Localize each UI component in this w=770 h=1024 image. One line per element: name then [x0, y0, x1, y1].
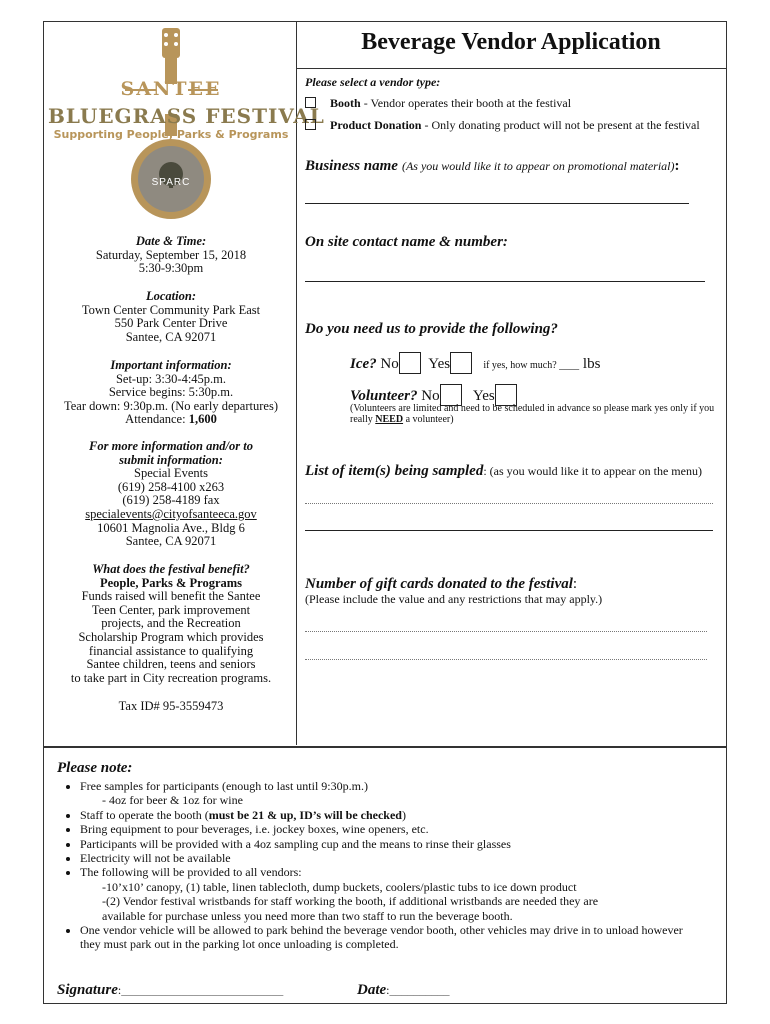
note-1-sub: - 4oz for beer & 1oz for wine	[102, 793, 243, 808]
location-line-3: Santee, CA 92071	[125, 329, 217, 344]
note-6-sub-3: available for purchase unless you need more than two staff to run the beverage booth.	[102, 908, 513, 923]
donation-label: Product Donation	[330, 118, 422, 132]
logo-tagline: Supporting People, Parks & Programs	[53, 128, 289, 141]
page-title: Beverage Vendor Application	[361, 29, 661, 55]
note-2-b: must be 21 & up, ID’s will be checked	[208, 807, 402, 822]
ice-row	[350, 352, 600, 374]
volunteer-label: Volunteer?	[350, 388, 418, 404]
booth-desc: - Vendor operates their booth at the festival	[360, 96, 572, 110]
note-6-text: The following will be provided to all vendors:	[80, 865, 302, 880]
contact-label: On site contact name & number:	[305, 234, 508, 250]
sampled-label: List of item(s) being sampled	[305, 463, 484, 479]
note-7-a: One vendor vehicle will be allowed to park behind the beverage vendor booth, other vehicles may drive in to unload however	[80, 923, 683, 938]
provide-question: Do you need us to provide the following?	[305, 321, 558, 337]
contact-dept: Special Events	[134, 466, 208, 481]
ice-no-label: No	[380, 356, 399, 372]
attendance-value: 1,600	[188, 412, 217, 427]
booth-checkbox[interactable]	[305, 97, 316, 108]
contact-address-1: 10601 Magnolia Ave., Bldg 6	[97, 520, 245, 535]
contact-fax: (619) 258-4189 fax	[122, 493, 220, 508]
event-date-block	[48, 235, 294, 276]
important-info-block	[48, 359, 294, 427]
note-item-1	[80, 779, 725, 808]
giftcards-input-line-2[interactable]	[305, 659, 707, 660]
location-line-1: Town Center Community Park East	[81, 302, 261, 317]
giftcards-label-row	[305, 575, 577, 593]
giftcards-hint: (Please include the value and any restrictions that may apply.)	[305, 592, 603, 606]
booth-label: Booth	[330, 96, 361, 110]
benefit-line-2: Teen Center, park improvement	[91, 602, 251, 617]
logo-badge-text: SPARC	[151, 177, 191, 188]
volunteer-no-label: No	[421, 388, 440, 404]
business-colon: :	[674, 158, 680, 174]
event-date: Saturday, September 15, 2018	[95, 247, 247, 262]
giftcards-input-line-1[interactable]	[305, 631, 707, 632]
note-6-sub-1: -10’x10’ canopy, (1) table, linen tablecloth, dump buckets, coolers/plastic tubs to ice down product	[102, 879, 577, 894]
date-colon: :	[386, 983, 390, 997]
note-item-6	[80, 865, 725, 923]
vendor-type-prompt: Please select a vendor type:	[305, 75, 441, 89]
location-heading: Location:	[146, 289, 196, 303]
logo-bluegrass-festival: BLUEGRASS FESTIVAL	[48, 104, 325, 128]
note-6-sub-2: -(2) Vendor festival wristbands for staff working the booth, if additional wristbands are needed they are	[102, 894, 599, 909]
vendor-option-booth[interactable]	[305, 96, 571, 111]
sampled-input-line-1[interactable]	[305, 503, 713, 504]
date-input[interactable]: __________	[389, 983, 450, 997]
benefit-block	[48, 563, 294, 685]
date-heading: Date & Time:	[135, 234, 207, 248]
ice-no-box[interactable]	[399, 352, 421, 374]
event-time: 5:30-9:30pm	[138, 261, 204, 276]
signature-input[interactable]: ___________________________	[121, 983, 284, 997]
contact-input[interactable]	[305, 281, 705, 282]
note-1-text: Free samples for participants (enough to last until 9:30p.m.)	[80, 779, 368, 793]
note-item-7	[80, 923, 725, 952]
signature-label: Signature	[57, 982, 118, 998]
benefit-heading: What does the festival benefit?	[92, 562, 250, 576]
setup-time: Set-up: 3:30-4:45p.m.	[115, 371, 227, 386]
sampled-input-line-2[interactable]	[305, 530, 713, 531]
sampled-label-row	[305, 462, 702, 480]
benefit-line-4: Scholarship Program which provides	[78, 629, 264, 644]
volunteer-note	[350, 403, 722, 425]
contact-address-2: Santee, CA 92071	[125, 534, 217, 549]
column-divider	[296, 21, 297, 745]
note-item-2	[80, 808, 725, 822]
more-info-heading-1: For more information and/or to	[89, 439, 253, 453]
signature-colon: :	[117, 983, 122, 997]
contact-info-block	[48, 440, 294, 549]
giftcards-colon: :	[572, 576, 578, 592]
volunteer-note-a: (Volunteers are limited and need to be scheduled in advance so please mark yes only if you really	[350, 403, 715, 425]
volunteer-note-need: NEED	[375, 414, 404, 425]
vendor-option-donation[interactable]	[305, 118, 700, 133]
note-7-b: they must park out in the parking lot once unloading is completed.	[80, 937, 399, 952]
business-name-label: Business name	[305, 158, 398, 174]
note-item-5: • Electricity will not be available	[80, 851, 725, 865]
note-item-3: • Bring equipment to pour beverages, i.e. jockey boxes, wine openers, etc.	[80, 822, 725, 836]
benefit-line-1: Funds raised will benefit the Santee	[81, 589, 261, 604]
donation-checkbox[interactable]	[305, 119, 316, 130]
festival-logo	[48, 24, 325, 224]
business-name-hint: (As you would like it to appear on promotional material)	[401, 159, 675, 173]
location-block	[48, 290, 294, 344]
ice-yes-box[interactable]	[450, 352, 472, 374]
giftcards-label: Number of gift cards donated to the festival	[305, 576, 573, 592]
logo-santee: SANTEE	[120, 78, 222, 100]
ice-yes-label: Yes	[428, 356, 451, 372]
note-2-c: )	[401, 807, 406, 822]
volunteer-yes-label: Yes	[472, 388, 495, 404]
sampled-hint: : (as you would like it to appear on the menu)	[483, 464, 702, 478]
location-line-2: 550 Park Center Drive	[114, 316, 228, 331]
benefit-line-3: projects, and the Recreation	[101, 616, 241, 631]
contact-email-link[interactable]: specialevents@cityofsanteeca.gov	[85, 506, 257, 521]
benefit-line-6: Santee children, teens and seniors	[86, 657, 256, 672]
attendance	[48, 413, 294, 427]
benefit-line-5: financial assistance to qualifying	[88, 643, 254, 658]
ice-label: Ice?	[350, 356, 377, 372]
notes-list	[45, 779, 725, 952]
notes-heading: Please note:	[57, 760, 133, 776]
date-row	[357, 981, 450, 999]
ice-amount-label: if yes, how much? ____	[483, 360, 580, 371]
teardown-time: Tear down: 9:30p.m. (No early departures)	[64, 398, 278, 413]
benefit-line-7: to take part in City recreation programs.	[70, 670, 272, 685]
ice-unit: lbs	[582, 356, 601, 372]
business-name-input[interactable]	[305, 203, 689, 204]
benefit-subheading: People, Parks & Programs	[99, 575, 243, 590]
contact-phone: (619) 258-4100 x263	[117, 479, 225, 494]
note-2-a: Staff to operate the booth (	[80, 807, 209, 822]
title-divider	[296, 68, 726, 69]
more-info-heading-2: submit information:	[119, 452, 223, 467]
attendance-label: Attendance:	[125, 412, 189, 427]
business-name-label-row	[305, 157, 679, 175]
important-heading: Important information:	[110, 358, 232, 372]
date-label: Date	[357, 982, 387, 998]
donation-desc: - Only donating product will not be present at the festival	[421, 118, 700, 132]
tax-id: Tax ID# 95-3559473	[118, 699, 224, 713]
signature-row	[57, 981, 283, 999]
service-time: Service begins: 5:30p.m.	[108, 385, 234, 400]
volunteer-note-b: a volunteer)	[403, 414, 454, 425]
note-item-4: • Participants will be provided with a 4oz sampling cup and the means to rinse their glasses	[80, 837, 725, 851]
